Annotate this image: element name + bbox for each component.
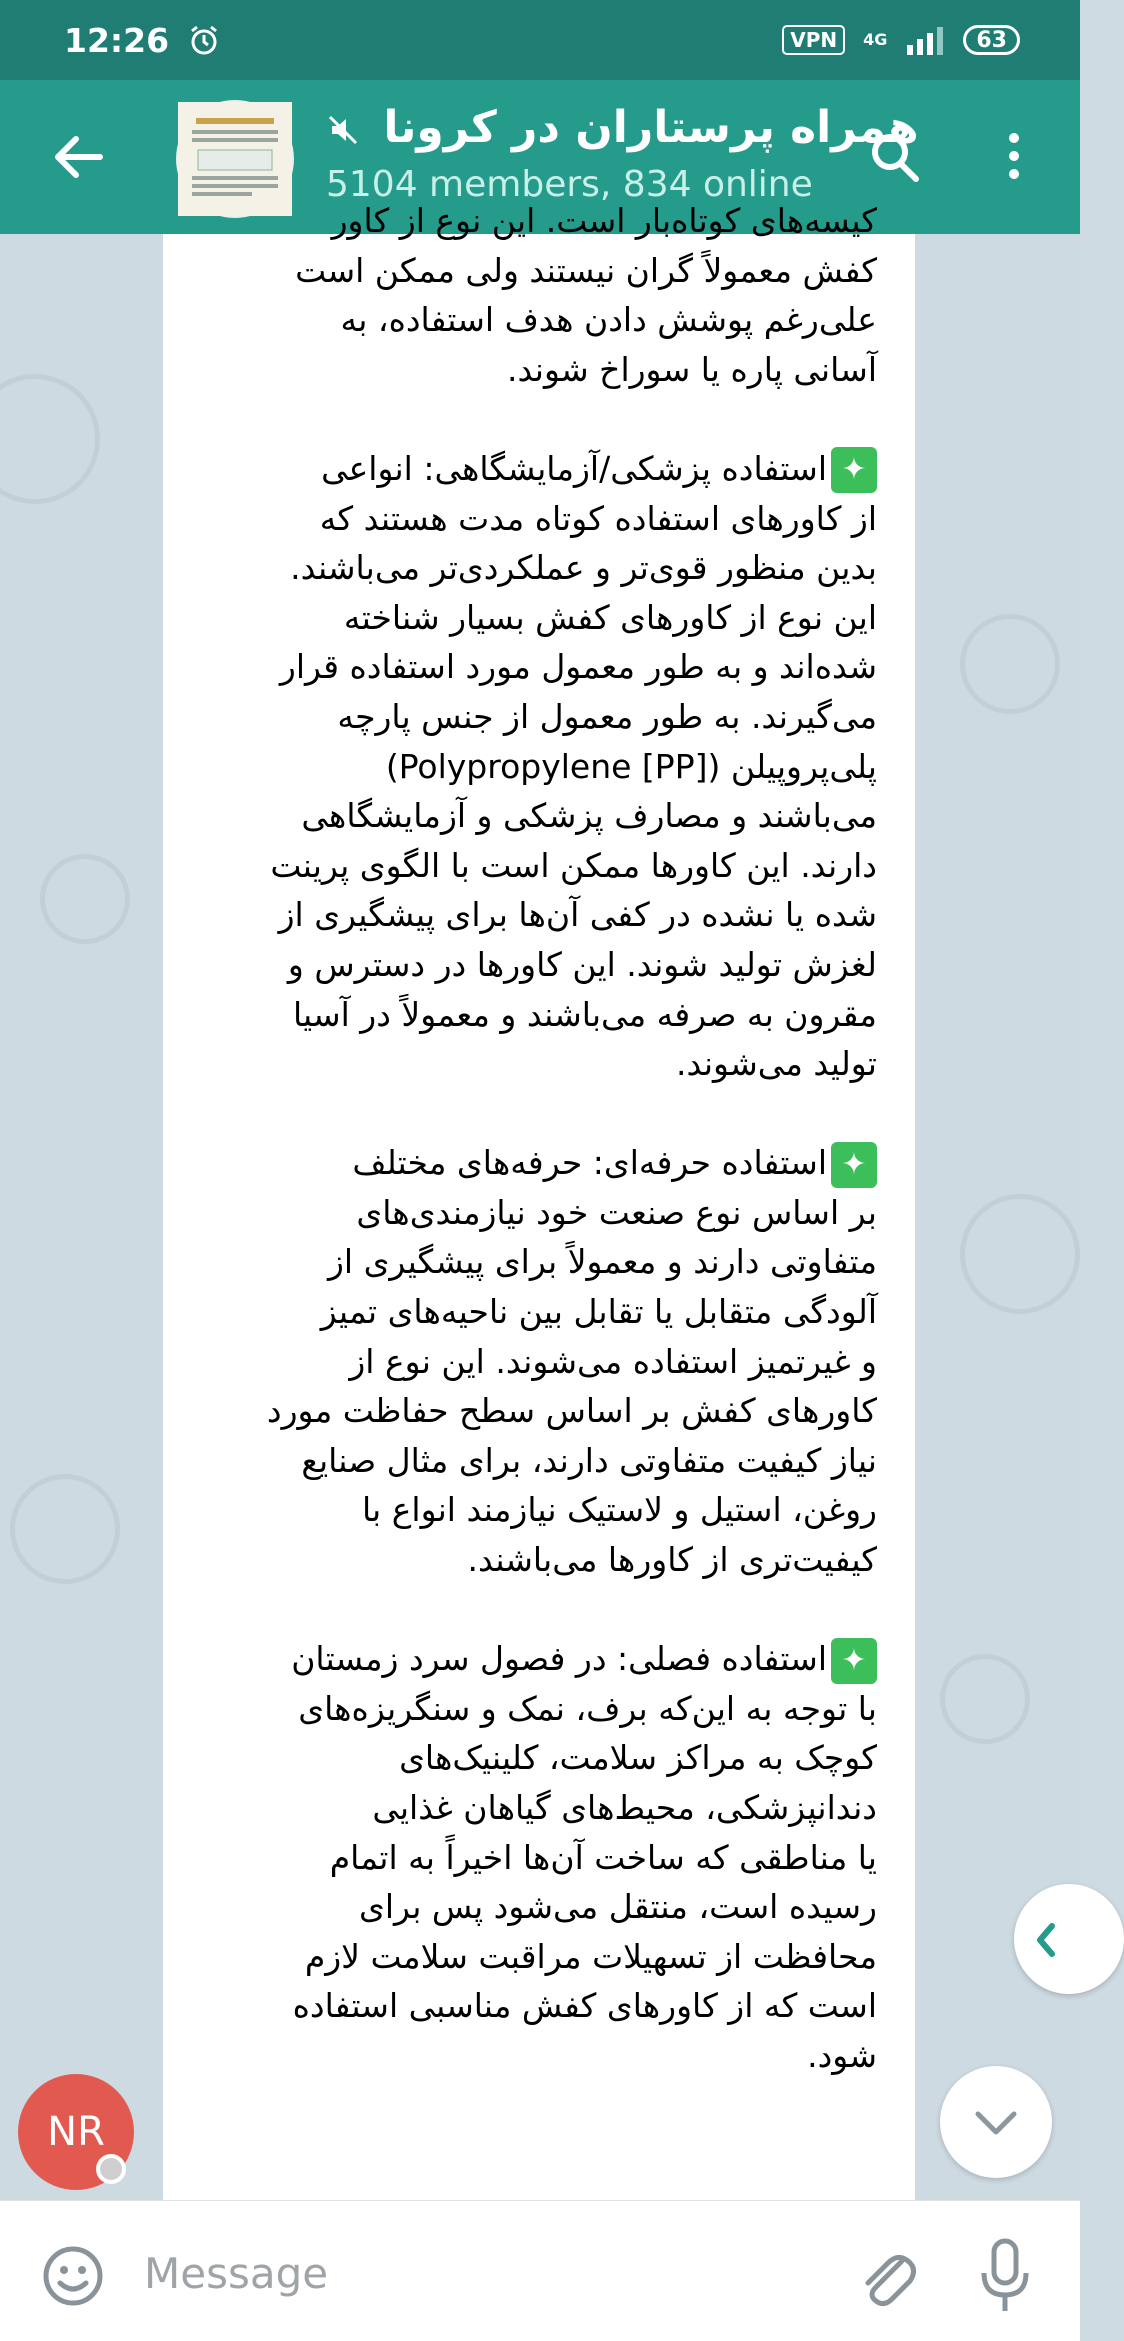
more-options-icon[interactable]	[1000, 124, 1028, 188]
message-line: این نوع از کاورهای کفش بسیار شناخته	[343, 597, 877, 637]
search-icon[interactable]	[864, 124, 924, 188]
message-line: دارند. این کاورها ممکن است با الگوی پرینت	[270, 845, 877, 885]
message-line: دندانپزشکی، محیط‌های گیاهان غذایی	[372, 1788, 877, 1827]
message-line: از کاورهای استفاده کوتاه مدت هستند که	[319, 498, 877, 538]
message-line: تولید می‌شوند.	[676, 1044, 877, 1084]
message-line	[187, 1585, 877, 1635]
message-line: کیسه‌های کوتاه‌بار است. این نوع از کاور	[331, 201, 877, 240]
status-right	[782, 25, 1020, 55]
sparkle-icon: ✦	[831, 447, 877, 493]
chevron-left-icon	[1014, 1884, 1124, 1994]
message-line	[187, 444, 877, 494]
background-doodle	[960, 614, 1060, 714]
clock: 12:26	[64, 20, 170, 60]
status-dot	[96, 2154, 126, 2184]
muted-icon	[326, 113, 360, 147]
attach-icon[interactable]	[852, 2239, 918, 2311]
message-line: یا مناطقی که ساخت آن‌ها اخیراً به اتمام	[329, 1837, 877, 1877]
message-line: پلی‌پروپیلن (Polypropylene [PP])	[385, 746, 877, 786]
message-line: نیاز کیفیت متفاوتی دارند، برای مثال صنایع	[301, 1440, 877, 1480]
network-type: 4G	[863, 30, 888, 49]
message-line: کفش معمولاً گران نیستند ولی ممکن است	[295, 250, 877, 290]
battery-level: 63	[976, 27, 1007, 53]
message-line: علی‌رغم پوشش دادن هدف استفاده، به	[340, 300, 877, 340]
message-line: شده‌اند و به طور معمول مورد استفاده قرار	[279, 647, 877, 687]
message-line: کوچک به مراکز سلامت، کلینیک‌های	[399, 1738, 877, 1778]
message-line: مقرون به صرفه می‌باشند و معمولاً در آسیا	[292, 994, 877, 1034]
message-line: بر اساس نوع صنعت خود نیازمندی‌های	[356, 1192, 877, 1232]
message-line	[187, 1138, 877, 1188]
message-bubble[interactable]	[163, 201, 915, 2200]
message-line: می‌باشند و مصارف پزشکی و آزمایشگاهی	[301, 796, 877, 836]
battery-indicator	[963, 25, 1020, 55]
emoji-icon[interactable]	[40, 2243, 106, 2309]
message-line: آلودگی متقابل یا تقابل بین ناحیه‌های تمیز	[320, 1292, 877, 1332]
background-doodle	[40, 854, 130, 944]
message-line-text: استفاده حرفه‌ای: حرفه‌های مختلف	[352, 1143, 827, 1183]
sparkle-icon: ✦	[831, 1638, 877, 1684]
sender-avatar[interactable]: NR	[18, 2074, 134, 2190]
message-line: و غیرتمیز استفاده می‌شوند. این نوع از	[349, 1341, 877, 1381]
message-line	[187, 1634, 877, 1684]
status-left	[64, 21, 221, 60]
signal-icon	[905, 25, 945, 55]
message-line: متفاوتی دارند و معمولاً برای پیشگیری از	[327, 1242, 877, 1282]
message-line: محافظت از تسهیلات مراقبت سلامت لازم	[304, 1936, 877, 1976]
message-line: رسیده است، منتقل می‌شود پس برای	[359, 1887, 877, 1927]
message-line: می‌گیرند. به طور معمول از جنس پارچه	[337, 696, 877, 736]
message-line: با توجه به این‌که برف، نمک و سنگریزه‌های	[298, 1688, 877, 1728]
sparkle-icon: ✦	[831, 1142, 877, 1188]
message-line: کیفیت‌تری از کاورها می‌باشند.	[467, 1540, 877, 1580]
message-line: بدین منظور قوی‌تر و عملکردی‌تر می‌باشند.	[290, 548, 877, 588]
message-line-text: استفاده پزشکی/آزمایشگاهی: انواعی	[321, 448, 827, 488]
message-line: است که از کاورهای کفش مناسبی استفاده	[292, 1986, 877, 2026]
status-bar	[0, 0, 1080, 80]
alarm-icon	[187, 23, 221, 57]
message-line	[187, 1089, 877, 1139]
message-input[interactable]	[142, 2237, 806, 2309]
side-panel-button[interactable]	[1014, 1884, 1124, 1994]
background-doodle	[10, 1474, 120, 1584]
message-line-text: استفاده فصلی: در فصول سرد زمستان	[291, 1639, 827, 1679]
message-line: کاورهای کفش بر اساس سطح حفاظت مورد	[266, 1391, 877, 1431]
background-doodle	[0, 374, 100, 504]
back-arrow-icon[interactable]	[48, 125, 108, 189]
chat-area[interactable]	[0, 201, 1080, 2200]
message-line: روغن، استیل و لاستیک نیازمند انواع با	[361, 1490, 877, 1530]
message-input-bar	[0, 2200, 1080, 2341]
member-count: 5104 members, 834 online	[326, 164, 813, 205]
message-line: شود.	[807, 2035, 877, 2075]
message-line: شده یا نشده در کفی آن‌ها برای پیشگیری از	[278, 895, 877, 935]
scroll-down-button[interactable]	[940, 2066, 1052, 2178]
message-line: لغزش تولید شوند. این کاورها در دسترس و	[287, 944, 877, 984]
chevron-down-icon	[940, 2066, 1052, 2178]
background-doodle	[960, 1194, 1080, 1314]
group-title-row[interactable]	[326, 102, 919, 153]
message-text	[187, 196, 877, 2081]
message-line	[187, 394, 877, 444]
vpn-badge: VPN	[782, 25, 845, 55]
microphone-icon[interactable]	[980, 2237, 1030, 2315]
message-line: آسانی پاره یا سوراخ شوند.	[506, 349, 877, 389]
background-doodle	[940, 1654, 1030, 1744]
group-title: همراه پرستاران در کرونا	[383, 102, 919, 153]
